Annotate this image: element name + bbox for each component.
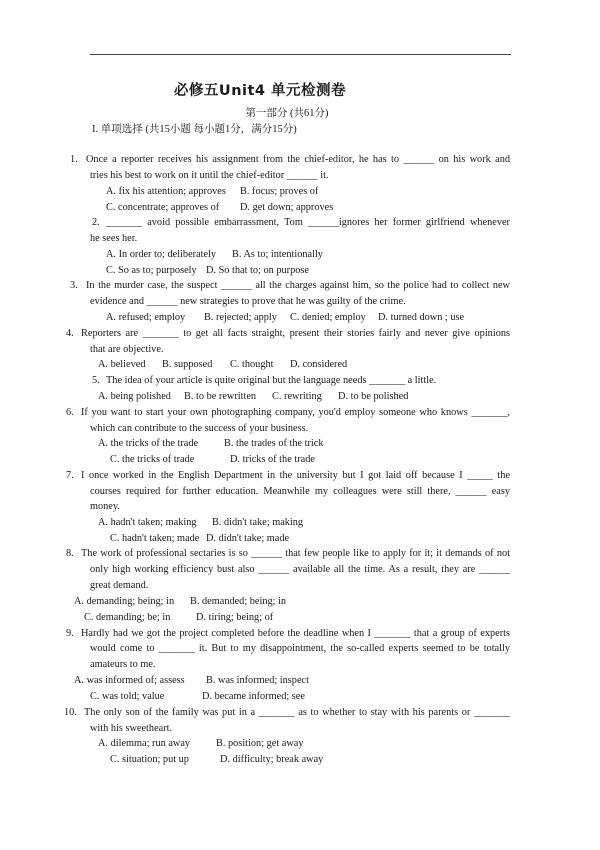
option-b: B. As to; intentionally (232, 249, 323, 260)
option-c: C. hadn't taken; made (110, 533, 200, 544)
question-number: 9. (66, 628, 74, 639)
option-b: B. rejected; apply (204, 312, 277, 323)
option-b: B. was informed; inspect (206, 675, 309, 686)
question-text: tries his best to work on it until the chief-editor ______ it. (90, 170, 329, 181)
option-a: A. In order to; deliberately (106, 249, 217, 260)
option-a: A. believed (98, 359, 146, 370)
option-b: B. to be rewritten (184, 391, 257, 402)
question-number: 2. (92, 217, 100, 228)
question-number: 4. (66, 328, 74, 339)
option-a: A. the tricks of the trade (98, 438, 199, 449)
option-b: B. supposed (162, 359, 213, 370)
question-text: would come to _______ it. But to my disappointment, the so-called experts seemed to be totally (90, 643, 510, 654)
option-a: A. demanding; being; in (74, 596, 175, 607)
question-number: 10. (64, 707, 77, 718)
option-d: D. So that to; on purpose (206, 265, 309, 276)
option-c: C. demanding; be; in (84, 612, 171, 623)
question-text: courses required for further education. Meanwhile my colleagues were still there, ______ easy (90, 486, 510, 497)
option-a: A. hadn't taken; making (98, 517, 197, 528)
question-text: which can contribute to the success of your business. (90, 423, 309, 434)
question-text: great demand. (90, 580, 149, 591)
option-d: D. get down; approves (240, 202, 334, 213)
question-text: Reporters are _______ to get all facts straight, present their stories fairly and never give opinions (81, 328, 510, 339)
option-d: D. difficulty; break away (220, 754, 324, 765)
question-text: The only son of the family was put in a _______ as to whether to stay with his parents or _______ (84, 707, 510, 718)
question-text: he sees her. (90, 233, 138, 244)
option-c: C. the tricks of trade (110, 454, 195, 465)
option-b: B. didn't take; making (212, 517, 304, 528)
question-number: 5. (92, 375, 100, 386)
question-number: 7. (66, 470, 74, 481)
question-text: evidence and ______ new strategies to prove that he was guilty of the crime. (90, 296, 406, 307)
option-d: D. to be polished (338, 391, 409, 402)
option-a: A. dilemma; run away (98, 738, 191, 749)
option-c: C. So as to; purposely (106, 265, 197, 276)
question-text: amateurs to me. (90, 659, 156, 670)
question-number: 6. (66, 407, 74, 418)
question-text: _______ avoid possible embarrassment, Tom ______ignores her former girlfriend whenever (106, 217, 510, 228)
option-d: D. turned down ; use (378, 312, 465, 323)
section-heading: I. 单项选择 (共15小题 每小题1分，满分15分) (92, 124, 297, 135)
question-text: that are objective. (90, 344, 164, 355)
option-a: A. was informed of; assess (74, 675, 185, 686)
option-a: A. refused; employ (106, 312, 186, 323)
option-a: A. being polished (98, 391, 171, 402)
option-b: B. position; get away (216, 738, 304, 749)
question-number: 1. (70, 154, 78, 165)
option-d: D. considered (290, 359, 348, 370)
question-number: 8. (66, 548, 74, 559)
option-d: D. tiring; being; of (196, 612, 274, 623)
option-b: B. demanded; being; in (190, 596, 287, 607)
option-c: C. thought (230, 359, 274, 370)
question-number: 3. (70, 280, 78, 291)
option-d: D. didn't take; made (206, 533, 290, 544)
page-title: 必修五Unit4 单元检测卷 (173, 83, 347, 99)
option-c: C. denied; employ (290, 312, 366, 323)
question-text: I once worked in the English Department in the university but I got laid off because I _____ the (81, 470, 510, 481)
question-text: If you want to start your own photographing company, you'd employ someone who knows _______, (81, 407, 510, 418)
option-a: A. fix his attention; approves (106, 186, 226, 197)
option-c: C. rewriting (272, 391, 322, 402)
part-heading: 第一部分 (共61分) (245, 108, 329, 119)
option-b: B. focus; proves of (240, 186, 319, 197)
option-c: C. concentrate; approves of (106, 202, 220, 213)
question-text: only high working efficiency bust also ______ available all the time. As a result, they are ______ (90, 564, 510, 575)
question-text: money. (90, 501, 120, 512)
option-d: D. became informed; see (202, 691, 305, 702)
question-text: Once a reporter receives his assignment from the chief-editor, he has to ______ on his work and (86, 154, 510, 165)
question-text: with his sweetheart. (90, 723, 173, 734)
question-text: The work of professional sectaries is so ______ that few people like to apply for it; it demands of not (81, 548, 510, 559)
option-c: C. situation; put up (110, 754, 189, 765)
option-b: B. the trades of the trick (224, 438, 324, 449)
question-text: Hardly had we got the project completed before the deadline when I _______ that a group of experts (81, 628, 510, 639)
option-c: C. was told; value (90, 691, 165, 702)
question-text: In the murder case, the suspect ______ all the charges against him, so the police had to collect new (86, 280, 510, 291)
option-d: D. tricks of the trade (230, 454, 315, 465)
question-text: The idea of your article is quite original but the language needs _______ a little. (106, 375, 437, 386)
header-rule (90, 54, 511, 55)
